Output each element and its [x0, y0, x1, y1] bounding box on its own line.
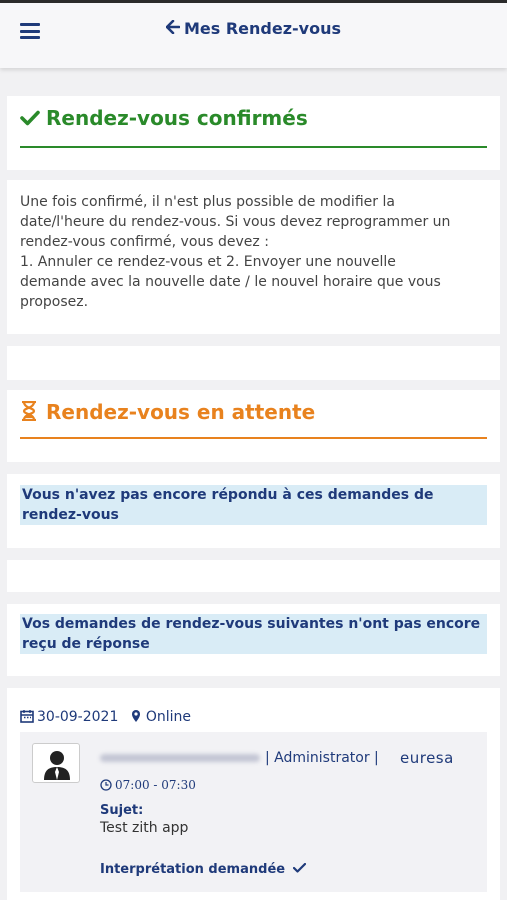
top-bar: [0, 0, 507, 68]
confirmed-info-text: Une fois confirmé, il n'est plus possible de modifier la date/l'heure du rendez-vous. Si vous devez reprogrammer un rendez-vous confirmé, vous devez : 1. Annuler ce rendez-vous et 2. Envoyer une nouvelle demande avec la nouvelle date / le nouvel horaire que vous proposez.: [20, 194, 451, 310]
pending-divider: [20, 437, 487, 439]
confirmed-section-title: Rendez-vous confirmés: [20, 106, 308, 130]
blurred-participant-name: [100, 754, 260, 762]
location-pin-icon: [129, 709, 143, 723]
appointment-meta: [20, 709, 191, 725]
checkmark-icon: [293, 863, 306, 873]
subject-label: Sujet:: [100, 803, 144, 818]
clock-icon: [100, 779, 112, 791]
confirmed-section-card: [7, 96, 500, 170]
empty-unanswered-list: [7, 560, 500, 592]
interpretation-status: Interprétation demandée: [100, 862, 306, 877]
pending-section-title: Rendez-vous en attente: [20, 400, 315, 424]
arrow-left-icon: [166, 19, 180, 38]
company-logo: euresa: [400, 749, 454, 767]
pending-section-card: [7, 390, 500, 462]
empty-confirmed-list: [7, 346, 500, 380]
no-reply-notice: Vos demandes de rendez-vous suivantes n'ont pas encore reçu de réponse: [20, 614, 487, 654]
back-button[interactable]: [0, 19, 507, 38]
checkmark-icon: [20, 110, 40, 126]
appointment-time: 07:00 - 07:30: [100, 778, 196, 792]
hourglass-icon: [20, 401, 38, 421]
appointment-details: [20, 732, 487, 892]
appointment-date: 30-09-2021: [37, 709, 119, 725]
calendar-icon: [20, 709, 34, 723]
confirmed-divider: [20, 146, 487, 148]
avatar[interactable]: [32, 743, 80, 783]
subject-value: Test zith app: [100, 820, 189, 836]
participant-role: | Administrator |: [265, 750, 379, 766]
unanswered-notice: Vous n'avez pas encore répondu à ces demandes de rendez-vous: [20, 485, 487, 525]
appointment-location: Online: [145, 709, 191, 725]
user-avatar-icon: [41, 748, 73, 780]
page-title: Mes Rendez-vous: [183, 19, 342, 38]
